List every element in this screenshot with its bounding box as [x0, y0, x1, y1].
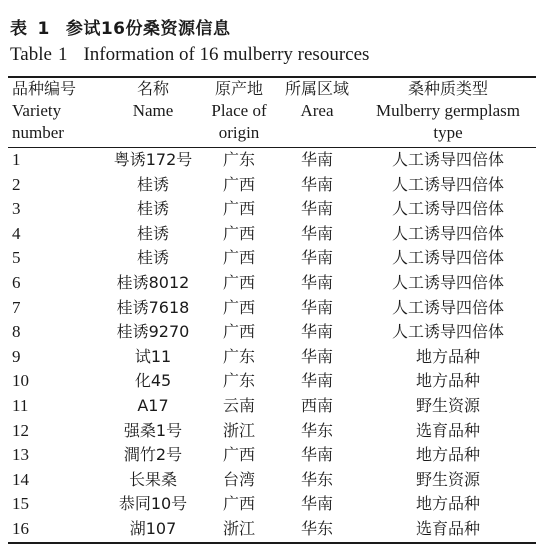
- cell-variety-number: 12: [12, 420, 29, 440]
- header-area: [278, 78, 356, 122]
- caption-en-number: 1: [57, 44, 68, 65]
- table-body: [8, 148, 536, 542]
- table-row: [8, 148, 536, 173]
- cell-place-of-origin: 云南: [222, 395, 255, 415]
- table-row: [8, 394, 536, 419]
- cell-germplasm-type: 选育品种: [415, 420, 480, 440]
- cell-variety-number: 14: [12, 469, 29, 489]
- table-row: [8, 222, 536, 247]
- cell-name: 桂诱: [136, 174, 169, 194]
- cell-germplasm-type: 野生资源: [415, 395, 480, 415]
- cell-place-of-origin: 广西: [222, 174, 255, 194]
- caption-zh-number: 1: [37, 19, 50, 39]
- table-row: [8, 271, 536, 296]
- cell-area: 华南: [300, 199, 333, 219]
- cell-germplasm-type: 人工诱导四倍体: [391, 272, 504, 292]
- cell-place-of-origin: 浙江: [222, 518, 255, 538]
- header-germplasm-type: [366, 78, 530, 144]
- cell-area: 华东: [300, 518, 333, 538]
- cell-area: 华东: [300, 469, 333, 489]
- cell-area: 华南: [300, 322, 333, 342]
- table-caption-chinese: [10, 14, 231, 39]
- header-zh: 所属区域: [284, 79, 349, 98]
- cell-variety-number: 8: [12, 322, 21, 342]
- cell-name: 试11: [134, 346, 172, 366]
- cell-area: 华南: [300, 494, 333, 514]
- cell-germplasm-type: 人工诱导四倍体: [391, 223, 504, 243]
- cell-area: 华南: [300, 371, 333, 391]
- cell-name: A17: [137, 395, 169, 415]
- cell-place-of-origin: 浙江: [222, 420, 255, 440]
- cell-place-of-origin: 广西: [222, 248, 255, 268]
- cell-name: 桂诱: [136, 223, 169, 243]
- header-zh: 原产地: [214, 79, 263, 98]
- table-row: [8, 468, 536, 493]
- cell-place-of-origin: 台湾: [222, 469, 255, 489]
- cell-variety-number: 6: [12, 272, 21, 292]
- cell-variety-number: 13: [12, 445, 29, 465]
- cell-area: 华南: [300, 223, 333, 243]
- cell-area: 华南: [300, 297, 333, 317]
- table-row: [8, 320, 536, 345]
- cell-germplasm-type: 地方品种: [415, 494, 480, 514]
- cell-variety-number: 5: [12, 248, 21, 268]
- cell-germplasm-type: 人工诱导四倍体: [391, 199, 504, 219]
- header-zh: 品种编号: [12, 79, 77, 98]
- header-variety-number: [12, 78, 76, 144]
- table-row: [8, 173, 536, 198]
- header-place-of-origin: [200, 78, 278, 144]
- cell-variety-number: 3: [12, 199, 21, 219]
- cell-name: 长果桑: [128, 469, 177, 489]
- table-row: [8, 246, 536, 271]
- caption-en-title: Information of 16 mulberry resources: [83, 44, 370, 65]
- cell-place-of-origin: 广西: [222, 445, 255, 465]
- header-name: [108, 78, 198, 122]
- table-row: [8, 296, 536, 321]
- cell-area: 华东: [300, 420, 333, 440]
- cell-variety-number: 7: [12, 297, 21, 317]
- cell-place-of-origin: 广西: [222, 297, 255, 317]
- caption-en-label: Table: [10, 44, 52, 65]
- cell-name: 恭同10号: [118, 494, 188, 514]
- cell-name: 强桑1号: [123, 420, 183, 440]
- header-zh: 桑种质类型: [407, 79, 488, 98]
- header-en: Mulberry germplasm: [376, 101, 520, 120]
- cell-place-of-origin: 广西: [222, 494, 255, 514]
- cell-name: 澗竹2号: [123, 445, 183, 465]
- cell-variety-number: 15: [12, 494, 29, 514]
- cell-germplasm-type: 人工诱导四倍体: [391, 322, 504, 342]
- table-row: [8, 492, 536, 517]
- cell-area: 华南: [300, 346, 333, 366]
- header-en: Variety: [12, 101, 62, 120]
- header-en: Area: [300, 101, 334, 120]
- header-zh: 名称: [136, 79, 169, 98]
- table-row: [8, 443, 536, 468]
- table-row: [8, 369, 536, 394]
- cell-area: 华南: [300, 272, 333, 292]
- cell-germplasm-type: 选育品种: [415, 518, 480, 538]
- cell-germplasm-type: 地方品种: [415, 371, 480, 391]
- cell-variety-number: 4: [12, 223, 21, 243]
- cell-variety-number: 9: [12, 346, 21, 366]
- cell-name: 桂诱9270: [116, 322, 190, 342]
- header-en: number: [12, 123, 64, 142]
- cell-place-of-origin: 广东: [222, 346, 255, 366]
- caption-zh-title: 参试16份桑资源信息: [65, 19, 231, 39]
- cell-name: 粤诱172号: [113, 150, 193, 169]
- cell-area: 华南: [300, 445, 333, 465]
- cell-variety-number: 11: [12, 395, 29, 415]
- cell-name: 湖107: [129, 518, 177, 538]
- cell-germplasm-type: 野生资源: [415, 469, 480, 489]
- cell-variety-number: 1: [12, 150, 21, 169]
- cell-variety-number: 16: [12, 518, 29, 538]
- cell-place-of-origin: 广西: [222, 199, 255, 219]
- table-caption-english: [10, 44, 369, 66]
- cell-name: 桂诱: [136, 199, 169, 219]
- table-row: [8, 197, 536, 222]
- cell-area: 华南: [300, 150, 333, 169]
- caption-zh-label: 表: [10, 19, 28, 39]
- cell-germplasm-type: 人工诱导四倍体: [391, 297, 504, 317]
- cell-area: 西南: [300, 395, 333, 415]
- table-row: [8, 517, 536, 542]
- cell-variety-number: 2: [12, 174, 21, 194]
- cell-name: 桂诱7618: [116, 297, 190, 317]
- cell-place-of-origin: 广西: [222, 223, 255, 243]
- cell-name: 桂诱8012: [116, 272, 190, 292]
- cell-variety-number: 10: [12, 371, 29, 391]
- table-row: [8, 419, 536, 444]
- header-en: Place of: [211, 101, 267, 120]
- table-row: [8, 345, 536, 370]
- cell-name: 桂诱: [136, 248, 169, 268]
- cell-area: 华南: [300, 248, 333, 268]
- header-en: Name: [132, 101, 174, 120]
- cell-germplasm-type: 地方品种: [415, 445, 480, 465]
- cell-germplasm-type: 人工诱导四倍体: [391, 150, 504, 169]
- cell-place-of-origin: 广东: [222, 371, 255, 391]
- table-header: [8, 78, 536, 146]
- cell-germplasm-type: 人工诱导四倍体: [391, 248, 504, 268]
- table-bottom-rule: [8, 542, 536, 544]
- cell-place-of-origin: 广西: [222, 322, 255, 342]
- cell-germplasm-type: 地方品种: [415, 346, 480, 366]
- cell-place-of-origin: 广东: [222, 150, 255, 169]
- cell-area: 华南: [300, 174, 333, 194]
- cell-name: 化45: [134, 371, 172, 391]
- header-en: type: [433, 123, 463, 142]
- cell-place-of-origin: 广西: [222, 272, 255, 292]
- header-en: origin: [218, 123, 260, 142]
- cell-germplasm-type: 人工诱导四倍体: [391, 174, 504, 194]
